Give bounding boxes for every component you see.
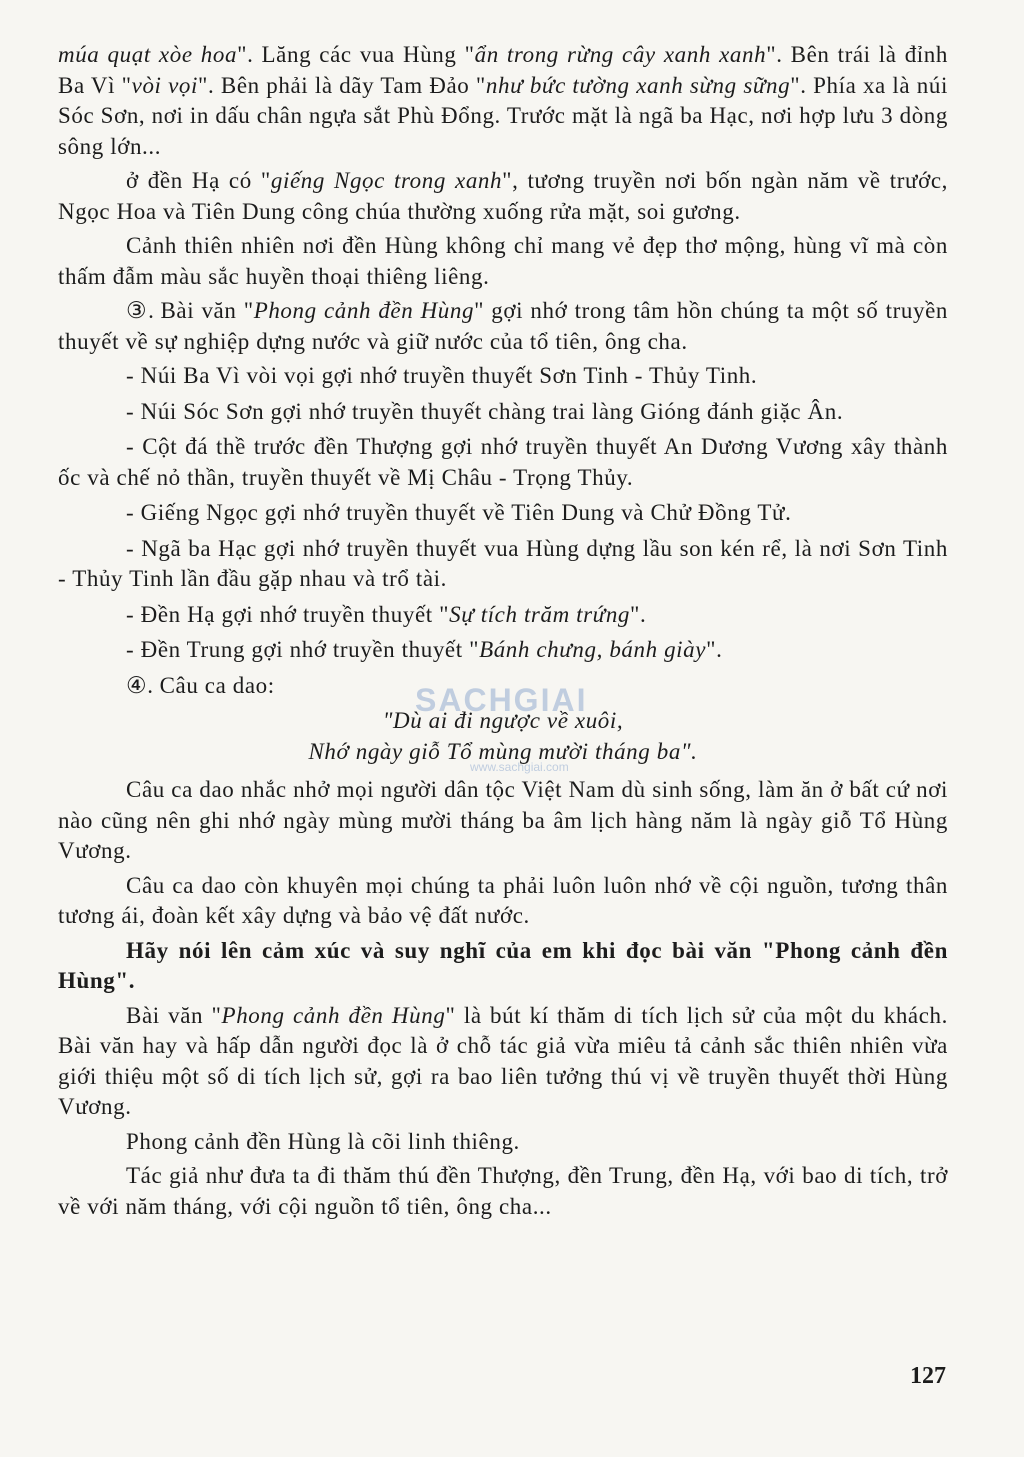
paragraph-text: ". Bên trái là đỉnh Ba Vì " — [58, 42, 948, 98]
poem-line: "Dù ai đi ngược về xuôi, — [382, 708, 624, 733]
italic-quote: Bánh chưng, bánh giày — [479, 637, 707, 662]
paragraph-text: Câu ca dao: — [159, 672, 275, 698]
paragraph-text: ". Lăng các vua Hùng " — [237, 42, 475, 67]
paragraph: Câu ca dao nhắc nhở mọi người dân tộc Việt Nam dù sinh sống, làm ăn ở bất cứ nơi nào cũng nên ghi nhớ ngày mùng mười tháng ba âm lịch hàng năm là ngày giỗ Tổ Hùng Vương. — [58, 777, 948, 863]
paragraph — [58, 1001, 948, 1123]
paragraph-text: ". Phía xa là núi Sóc Sơn, nơi in dấu chân ngựa sắt Phù Đổng. Trước mặt là ngã ba Hạc, nơi hợp lưu 3 dòng sông lớn... — [58, 72, 948, 159]
italic-quote: vòi vọi — [131, 72, 198, 98]
paragraph — [58, 296, 948, 357]
document-body — [58, 40, 948, 1226]
watermark-logo: SACHGIAI — [415, 682, 588, 718]
paragraph-text: " là bút kí thăm di tích lịch sử của một du khách. Bài văn hay và hấp dẫn người đọc là ở chỗ tác giả vừa miêu tả cảnh sắc thiên nhiên vừa giới thiệu một số di tích lịch sử, gợi ra bao liên tưởng thú vị về truyền thuyết thời Hùng Vương. — [58, 1002, 948, 1119]
page-number: 127 — [910, 1363, 946, 1389]
paragraph-text: ". Bên phải là dãy Tam Đảo " — [198, 72, 486, 98]
italic-quote: múa quạt xòe hoa — [58, 42, 238, 67]
paragraph: Cảnh thiên nhiên nơi đền Hùng không chỉ mang vẻ đẹp thơ mộng, hùng vĩ mà còn thấm đẫm màu sắc huyền thoại thiêng liêng. — [58, 233, 948, 289]
paragraph: Tác giả như đưa ta đi thăm thú đền Thượng, đền Trung, đền Hạ, với bao di tích, trở về với năm tháng, với cội nguồn tổ tiên, ông cha... — [58, 1163, 948, 1219]
watermark-url: www.sachgiai.com — [470, 760, 569, 774]
poem-line: Nhớ ngày giỗ Tổ mùng mười tháng ba". — [308, 739, 698, 764]
paragraph-text: " gợi nhớ trong tâm hồn chúng ta một số truyền thuyết về sự nghiệp dựng nước và giữ nước của tổ tiên, ông cha. — [58, 298, 948, 354]
italic-quote: Phong cảnh đền Hùng — [221, 1002, 446, 1028]
paragraph — [58, 166, 948, 227]
paragraph: Câu ca dao còn khuyên mọi chúng ta phải luôn luôn nhớ về cội nguồn, tương thân tương ái, đoàn kết xây dựng và bảo vệ đất nước. — [58, 872, 948, 928]
paragraph-text: ở đền Hạ có " — [126, 168, 271, 193]
paragraph-text: ", tương truyền nơi bốn ngàn năm về trước, Ngọc Hoa và Tiên Dung công chúa thường xuống rửa mặt, soi gương. — [58, 168, 948, 224]
paragraph-text: ". — [630, 601, 647, 627]
paragraph-text: Bài văn " — [160, 298, 254, 323]
italic-quote: như bức tường xanh sừng sững — [485, 72, 791, 98]
paragraph-text: ". — [706, 637, 723, 662]
section-number: ③. — [126, 298, 155, 323]
paragraph — [58, 40, 948, 162]
section-heading: Hãy nói lên cảm xúc và suy nghĩ của em khi đọc bài văn "Phong cảnh đền Hùng". — [58, 937, 948, 993]
paragraph-text: - Đền Trung gợi nhớ truyền thuyết " — [126, 637, 480, 662]
italic-quote: Phong cảnh đền Hùng — [253, 298, 475, 323]
list-item: - Núi Sóc Sơn gợi nhớ truyền thuyết chàng trai làng Gióng đánh giặc Ân. — [126, 398, 844, 424]
italic-quote: giếng Ngọc trong xanh — [270, 168, 503, 193]
paragraph — [58, 671, 948, 702]
italic-quote: ẩn trong rừng cây xanh xanh — [474, 42, 767, 67]
list-item — [58, 600, 948, 631]
list-item: - Giếng Ngọc gợi nhớ truyền thuyết về Tiên Dung và Chử Đồng Tử. — [126, 500, 792, 525]
list-item — [58, 635, 948, 666]
paragraph-text: - Đền Hạ gợi nhớ truyền thuyết " — [126, 601, 450, 627]
list-item: - Cột đá thề trước đền Thượng gợi nhớ truyền thuyết An Dương Vương xây thành ốc và chế nỏ thần, truyền thuyết về Mị Châu - Trọng Thủy. — [58, 434, 948, 490]
list-item: - Núi Ba Vì vòi vọi gợi nhớ truyền thuyết Sơn Tinh - Thủy Tinh. — [126, 363, 758, 388]
paragraph-text: Bài văn " — [126, 1002, 222, 1028]
section-number: ④. — [126, 672, 154, 698]
italic-quote: Sự tích trăm trứng — [449, 601, 631, 627]
paragraph: Phong cảnh đền Hùng là cõi linh thiêng. — [126, 1128, 520, 1154]
poem — [58, 705, 948, 767]
list-item: - Ngã ba Hạc gợi nhớ truyền thuyết vua Hùng dựng lầu son kén rể, là nơi Sơn Tinh - Thủy Tinh lần đầu gặp nhau và trổ tài. — [58, 535, 948, 591]
